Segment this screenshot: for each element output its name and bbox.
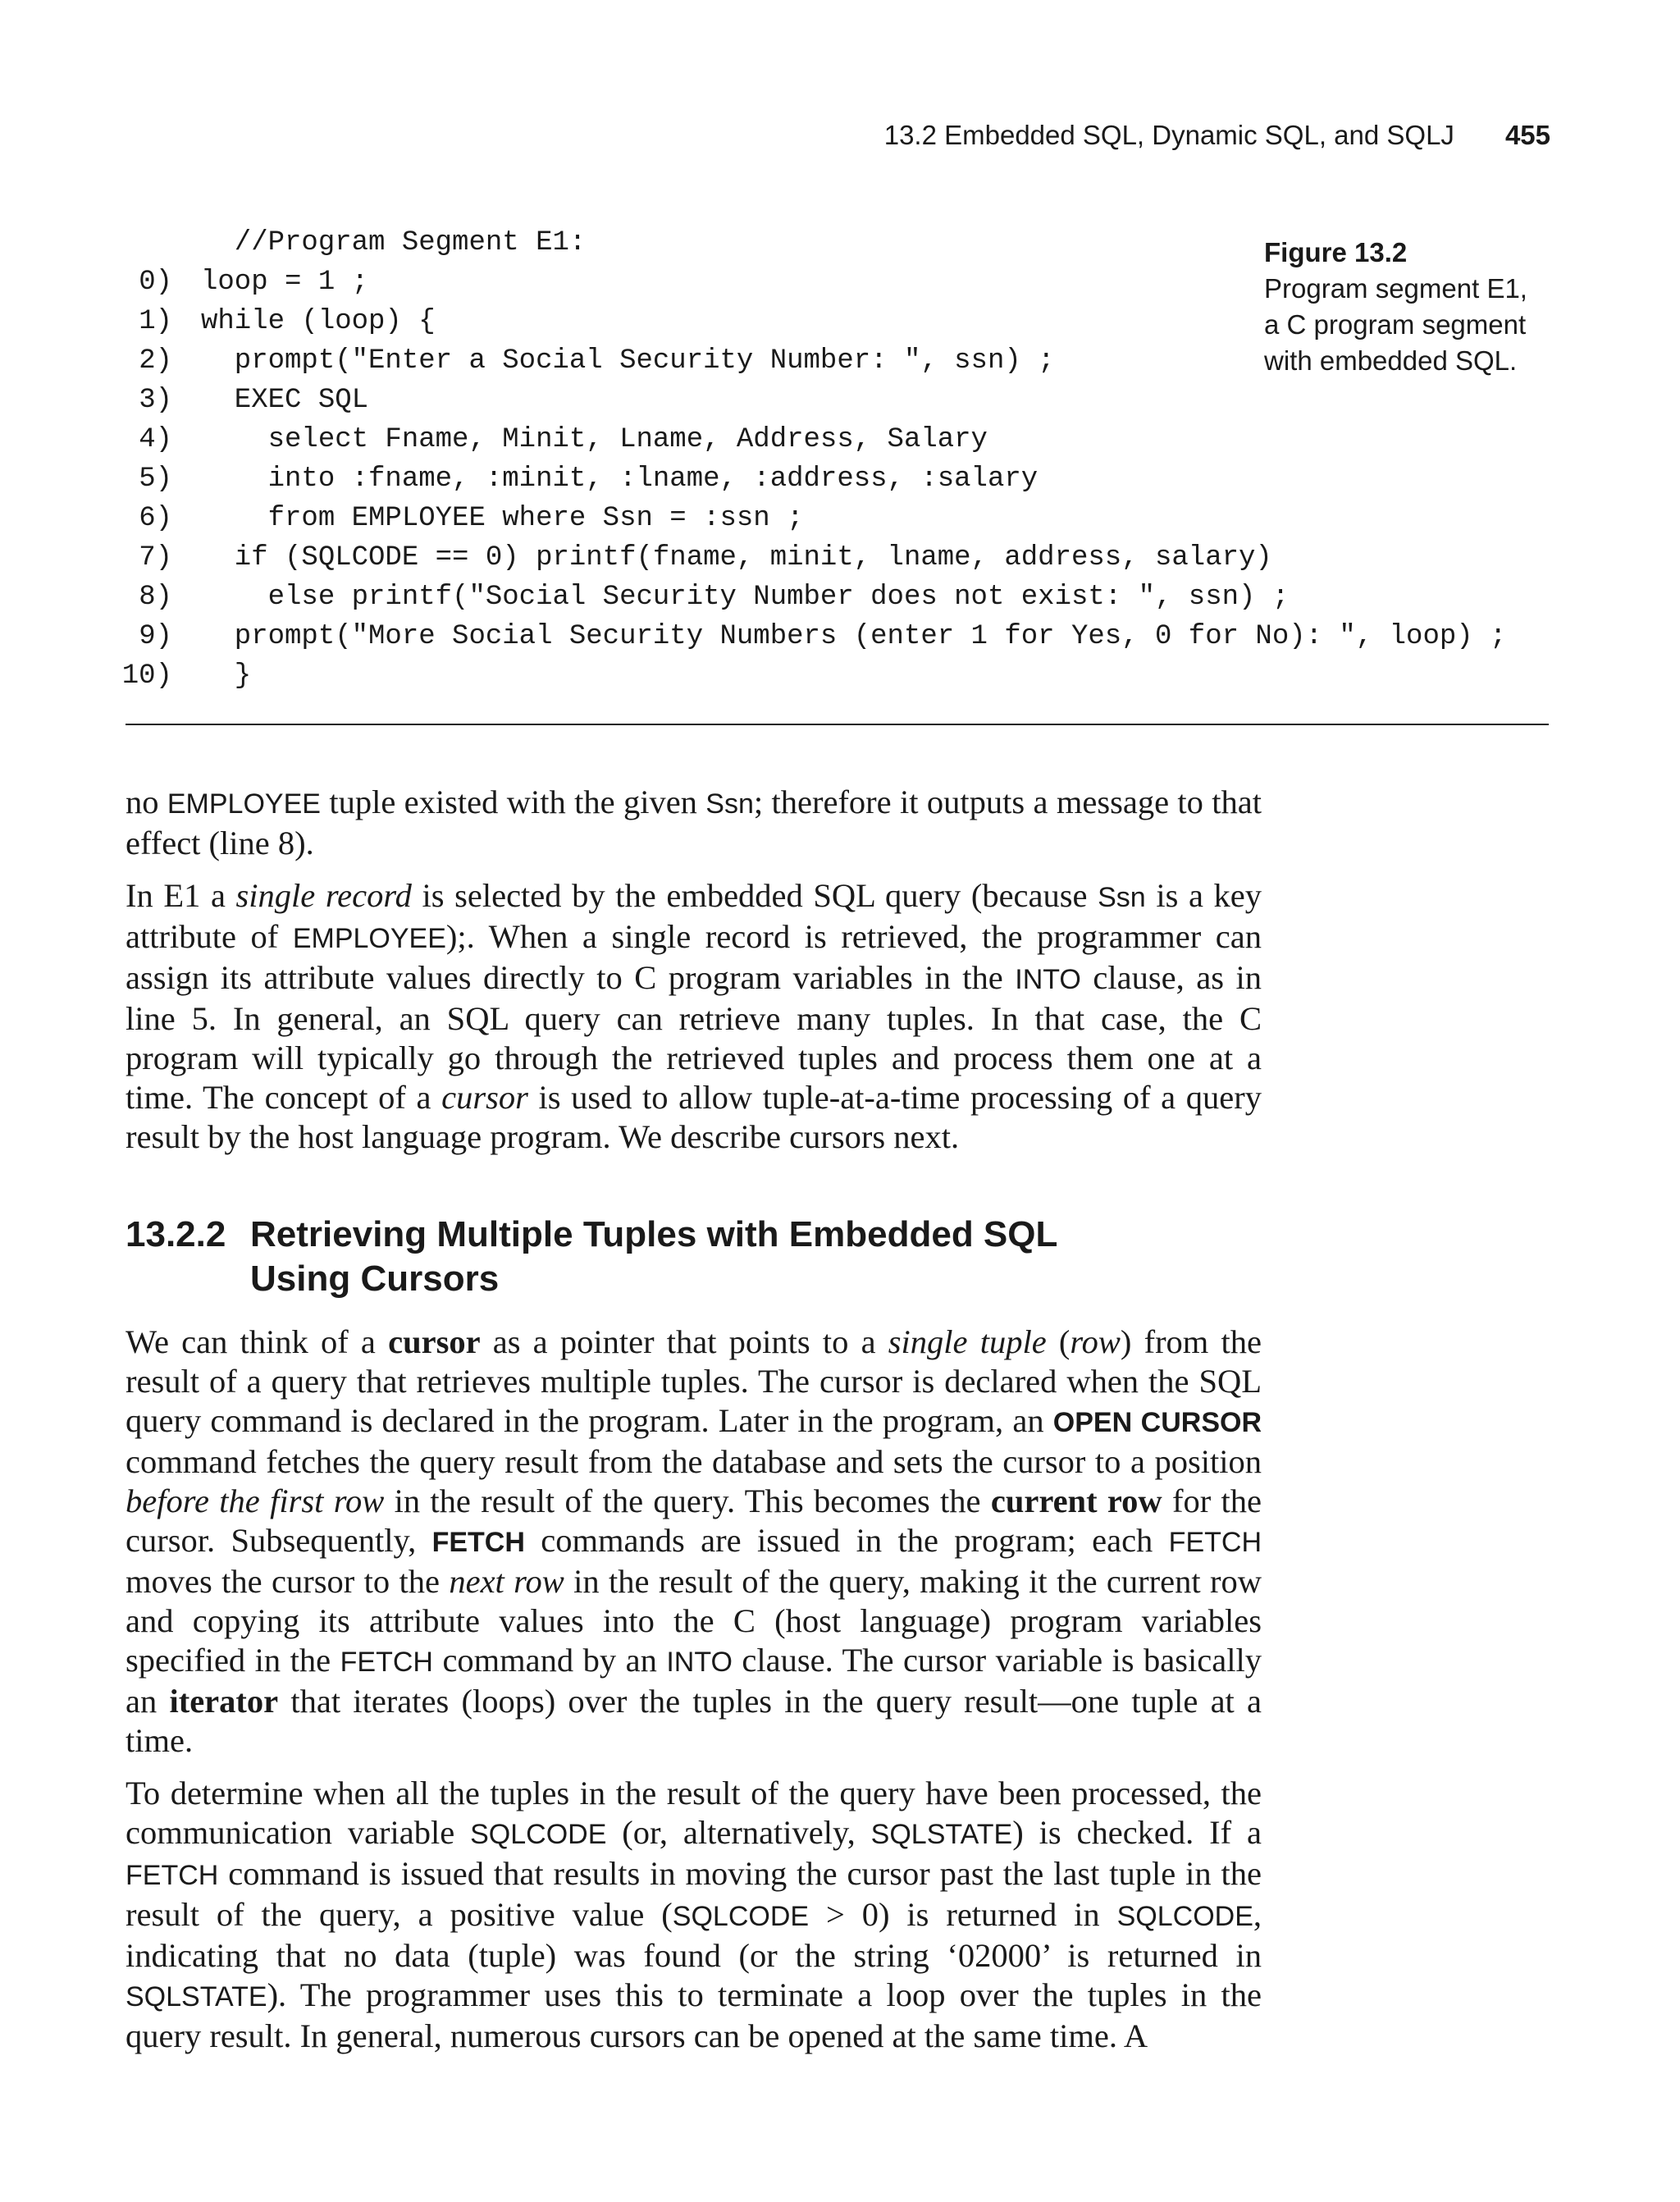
section-title: 13.2 Embedded SQL, Dynamic SQL, and SQLJ	[883, 120, 1454, 150]
line-number: 6)	[139, 503, 172, 534]
code-text: into :fname, :minit, :lname, :address, :salary	[201, 464, 1039, 495]
code-line	[98, 656, 1506, 696]
heading-line-1: Retrieving Multiple Tuples with Embedded SQL	[250, 1214, 1058, 1254]
figure-divider	[126, 724, 1549, 725]
running-header	[884, 120, 1550, 151]
line-number: 9)	[139, 621, 172, 652]
line-number: 7)	[139, 542, 172, 573]
code-text: }	[201, 660, 252, 692]
line-number: 2)	[139, 345, 172, 377]
caption-line: Program segment E1,	[1264, 273, 1527, 304]
caption-line: with embedded SQL.	[1264, 345, 1518, 376]
code-line	[98, 538, 1506, 578]
line-number: 4)	[139, 424, 172, 455]
code-text: select Fname, Minit, Lname, Address, Salary	[201, 424, 988, 455]
page-number: 455	[1504, 120, 1550, 150]
code-text: loop = 1 ;	[201, 267, 369, 298]
body-text-lower	[126, 1323, 1262, 2069]
code-line	[98, 381, 1506, 420]
code-text: prompt("Enter a Social Security Number: ", ssn) ;	[201, 345, 1055, 377]
figure-caption	[1264, 235, 1576, 379]
code-text: while (loop) {	[201, 306, 436, 337]
code-line	[98, 499, 1506, 538]
code-line	[98, 578, 1506, 617]
paragraph: In E1 a single record is selected by the embedded SQL query (because Ssn is a key attribute of EMPLOYEE);. When a single record is retrieved, the programmer can assign its attribute values directly to C program variables in the INTO clause, as in line 5. In general, an SQL query can retrieve many tuples. In that case, the C program will typically go through the retrieved tuples and process them one at a time. The concept of a cursor is used to allow tuple-at-a-time processing of a query result by the host language program. We describe cursors next.	[126, 877, 1262, 1155]
paragraph: To determine when all the tuples in the result of the query have been processed, the communication variable SQLCODE (or, alternatively, SQLSTATE) is checked. If a FETCH command is issued that results in moving the cursor past the last tuple in the result of the query, a positive value (SQLCODE > 0) is returned in SQLCODE, indicating that no data (tuple) was found (or the string ‘02000’ is returned in SQLSTATE). The programmer uses this to terminate a loop over the tuples in the query result. In general, numerous cursors can be opened at the same time. A	[126, 1775, 1262, 2054]
code-text: prompt("More Social Security Numbers (enter 1 for Yes, 0 for No): ", loop) ;	[201, 621, 1507, 652]
code-text: //Program Segment E1:	[201, 227, 587, 258]
heading-number: 13.2.2	[126, 1214, 226, 1254]
code-line	[98, 617, 1506, 656]
body-text-upper	[126, 783, 1262, 1170]
code-text: from EMPLOYEE where Ssn = :ssn ;	[201, 503, 804, 534]
heading-line-2: Using Cursors	[250, 1259, 500, 1299]
line-number: 0)	[139, 267, 172, 298]
code-text: EXEC SQL	[201, 385, 369, 416]
figure-label: Figure 13.2	[1264, 237, 1408, 267]
line-number: 10)	[121, 660, 172, 692]
code-text: if (SQLCODE == 0) printf(fname, minit, lname, address, salary)	[201, 542, 1272, 573]
section-heading	[126, 1213, 1057, 1301]
paragraph: no EMPLOYEE tuple existed with the given Ssn; therefore it outputs a message to that effect (line 8).	[126, 783, 1262, 861]
caption-line: a C program segment	[1264, 309, 1527, 340]
line-number: 5)	[139, 464, 172, 495]
code-line	[98, 459, 1506, 499]
paragraph: We can think of a cursor as a pointer that points to a single tuple (row) from the result of a query that retrieves multiple tuples. The cursor is declared when the SQL query command is declared in the program. Later in the program, an OPEN CURSOR command fetches the query result from the database and sets the cursor to a position before the first row in the result of the query. This becomes the current row for the cursor. Subsequently, FETCH commands are issued in the program; each FETCH moves the cursor to the next row in the result of the query, making it the current row and copying its attribute values into the C (host language) program variables specified in the FETCH command by an INTO clause. The cursor variable is basically an iterator that iterates (loops) over the tuples in the query result—one tuple at a time.	[126, 1323, 1262, 1759]
code-text: else printf("Social Security Number does not exist: ", ssn) ;	[201, 582, 1290, 613]
line-number: 8)	[139, 582, 172, 613]
code-line	[98, 420, 1506, 459]
line-number: 1)	[139, 306, 172, 337]
line-number: 3)	[139, 385, 172, 416]
